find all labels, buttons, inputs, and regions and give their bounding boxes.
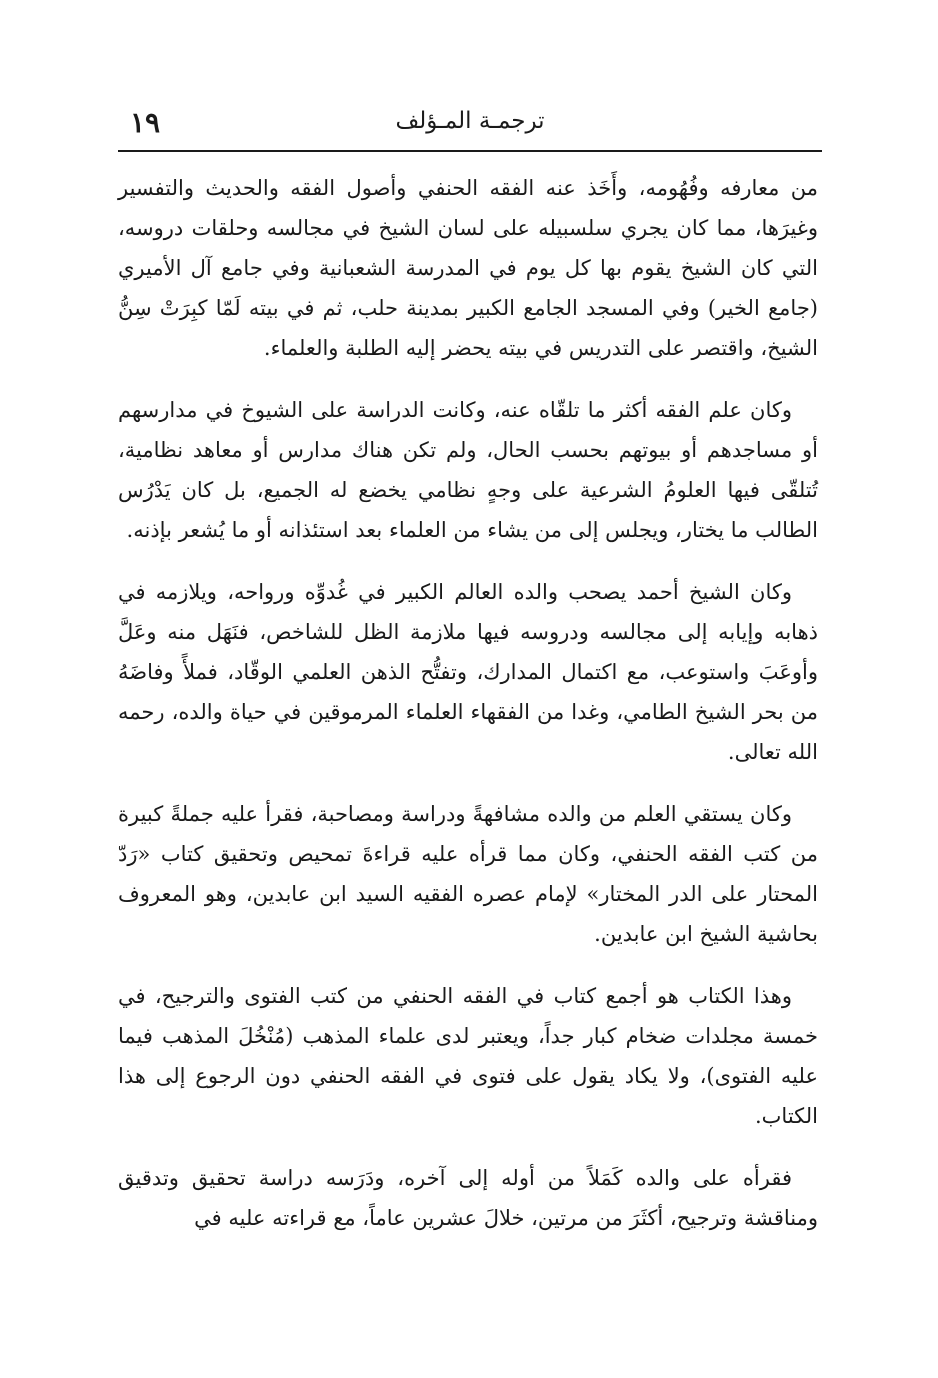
paragraph-5: وهذا الكتاب هو أجمع كتاب في الفقه الحنفي من كتب الفتوى والترجيح، في خمسة مجلدات ضخام كبار جداً، ويعتبر لدى علماء المذهب (مُنْخُلَ المذهب فيما عليه الفتوى)، ولا يكاد يقول على فتوى في الفقه الحنفي دون الرجوع إلى هذا الكتاب. <box>118 984 818 1128</box>
running-head <box>118 100 822 144</box>
paragraph-6: فقرأه على والده كَمَلاً من أوله إلى آخره، ودَرَسه دراسة تحقيق وتدقيق ومناقشة وترجيح، أكثَرَ من مرتين، خلالَ عشرين عاماً، مع قراءته عليه في <box>118 1166 818 1230</box>
paragraph-3: وكان الشيخ أحمد يصحب والده العالم الكبير في غُدوِّه ورواحه، ويلازمه في ذهابه وإيابه إلى مجالسه ودروسه فيها ملازمة الظل للشاخص، فنَهَل منه وعَلَّ وأوعَبَ واستوعب، مع اكتمال المدارك، وتفتُّح الذهن العلمي الوقّاد، فملأً وفاضَهُ من بحر الشيخ الطامي، وغدا من الفقهاء العلماء المرموقين في حياة والده، رحمه الله تعالى. <box>118 580 818 764</box>
paragraph-4: وكان يستقي العلم من والده مشافهةً ودراسة ومصاحبة، فقرأ عليه جملةً كبيرة من كتب الفقه الحنفي، وكان مما قرأه عليه قراءةَ تمحيص وتحقيق كتاب «رَدّ المحتار على الدر المختار» لإمام عصره الفقيه السيد ابن عابدين، وهو المعروف بحاشية الشيخ ابن عابدين. <box>118 802 818 946</box>
paragraph-1: من معارفه وفُهُومه، وأَخَذ عنه الفقه الحنفي وأصول الفقه والحديث والتفسير وغيرَها، مما كان يجري سلسبيله على لسان الشيخ في مجالسه وحلقات دروسه، التي كان الشيخ يقوم بها كل يوم في المدرسة الشعبانية وفي جامع آل الأميري (جامع الخير) وفي المسجد الجامع الكبير بمدينة حلب، ثم في بيته لَمّا كبِرَتْ سِنُّ الشيخ، واقتصر على التدريس في بيته يحضر إليه الطلبة والعلماء. <box>118 176 818 360</box>
running-head-title: ترجمـة المـؤلف <box>395 108 545 134</box>
header-divider <box>118 150 822 152</box>
page-number: ١٩ <box>130 106 161 139</box>
paragraph-2: وكان علم الفقه أكثر ما تلقّاه عنه، وكانت الدراسة على الشيوخ في مدارسهم أو مساجدهم أو بيوتهم بحسب الحال، ولم تكن هناك مدارس أو معاهد نظامية، تُتلقّى فيها العلومُ الشرعية على وجهٍ نظامي يخضع له الجميع، بل كان يَدْرُس الطالب ما يختار، ويجلس إلى من يشاء من العلماء بعد استئذانه أو ما يُشعر بإذنه. <box>118 398 818 542</box>
body-text <box>118 168 818 1260</box>
